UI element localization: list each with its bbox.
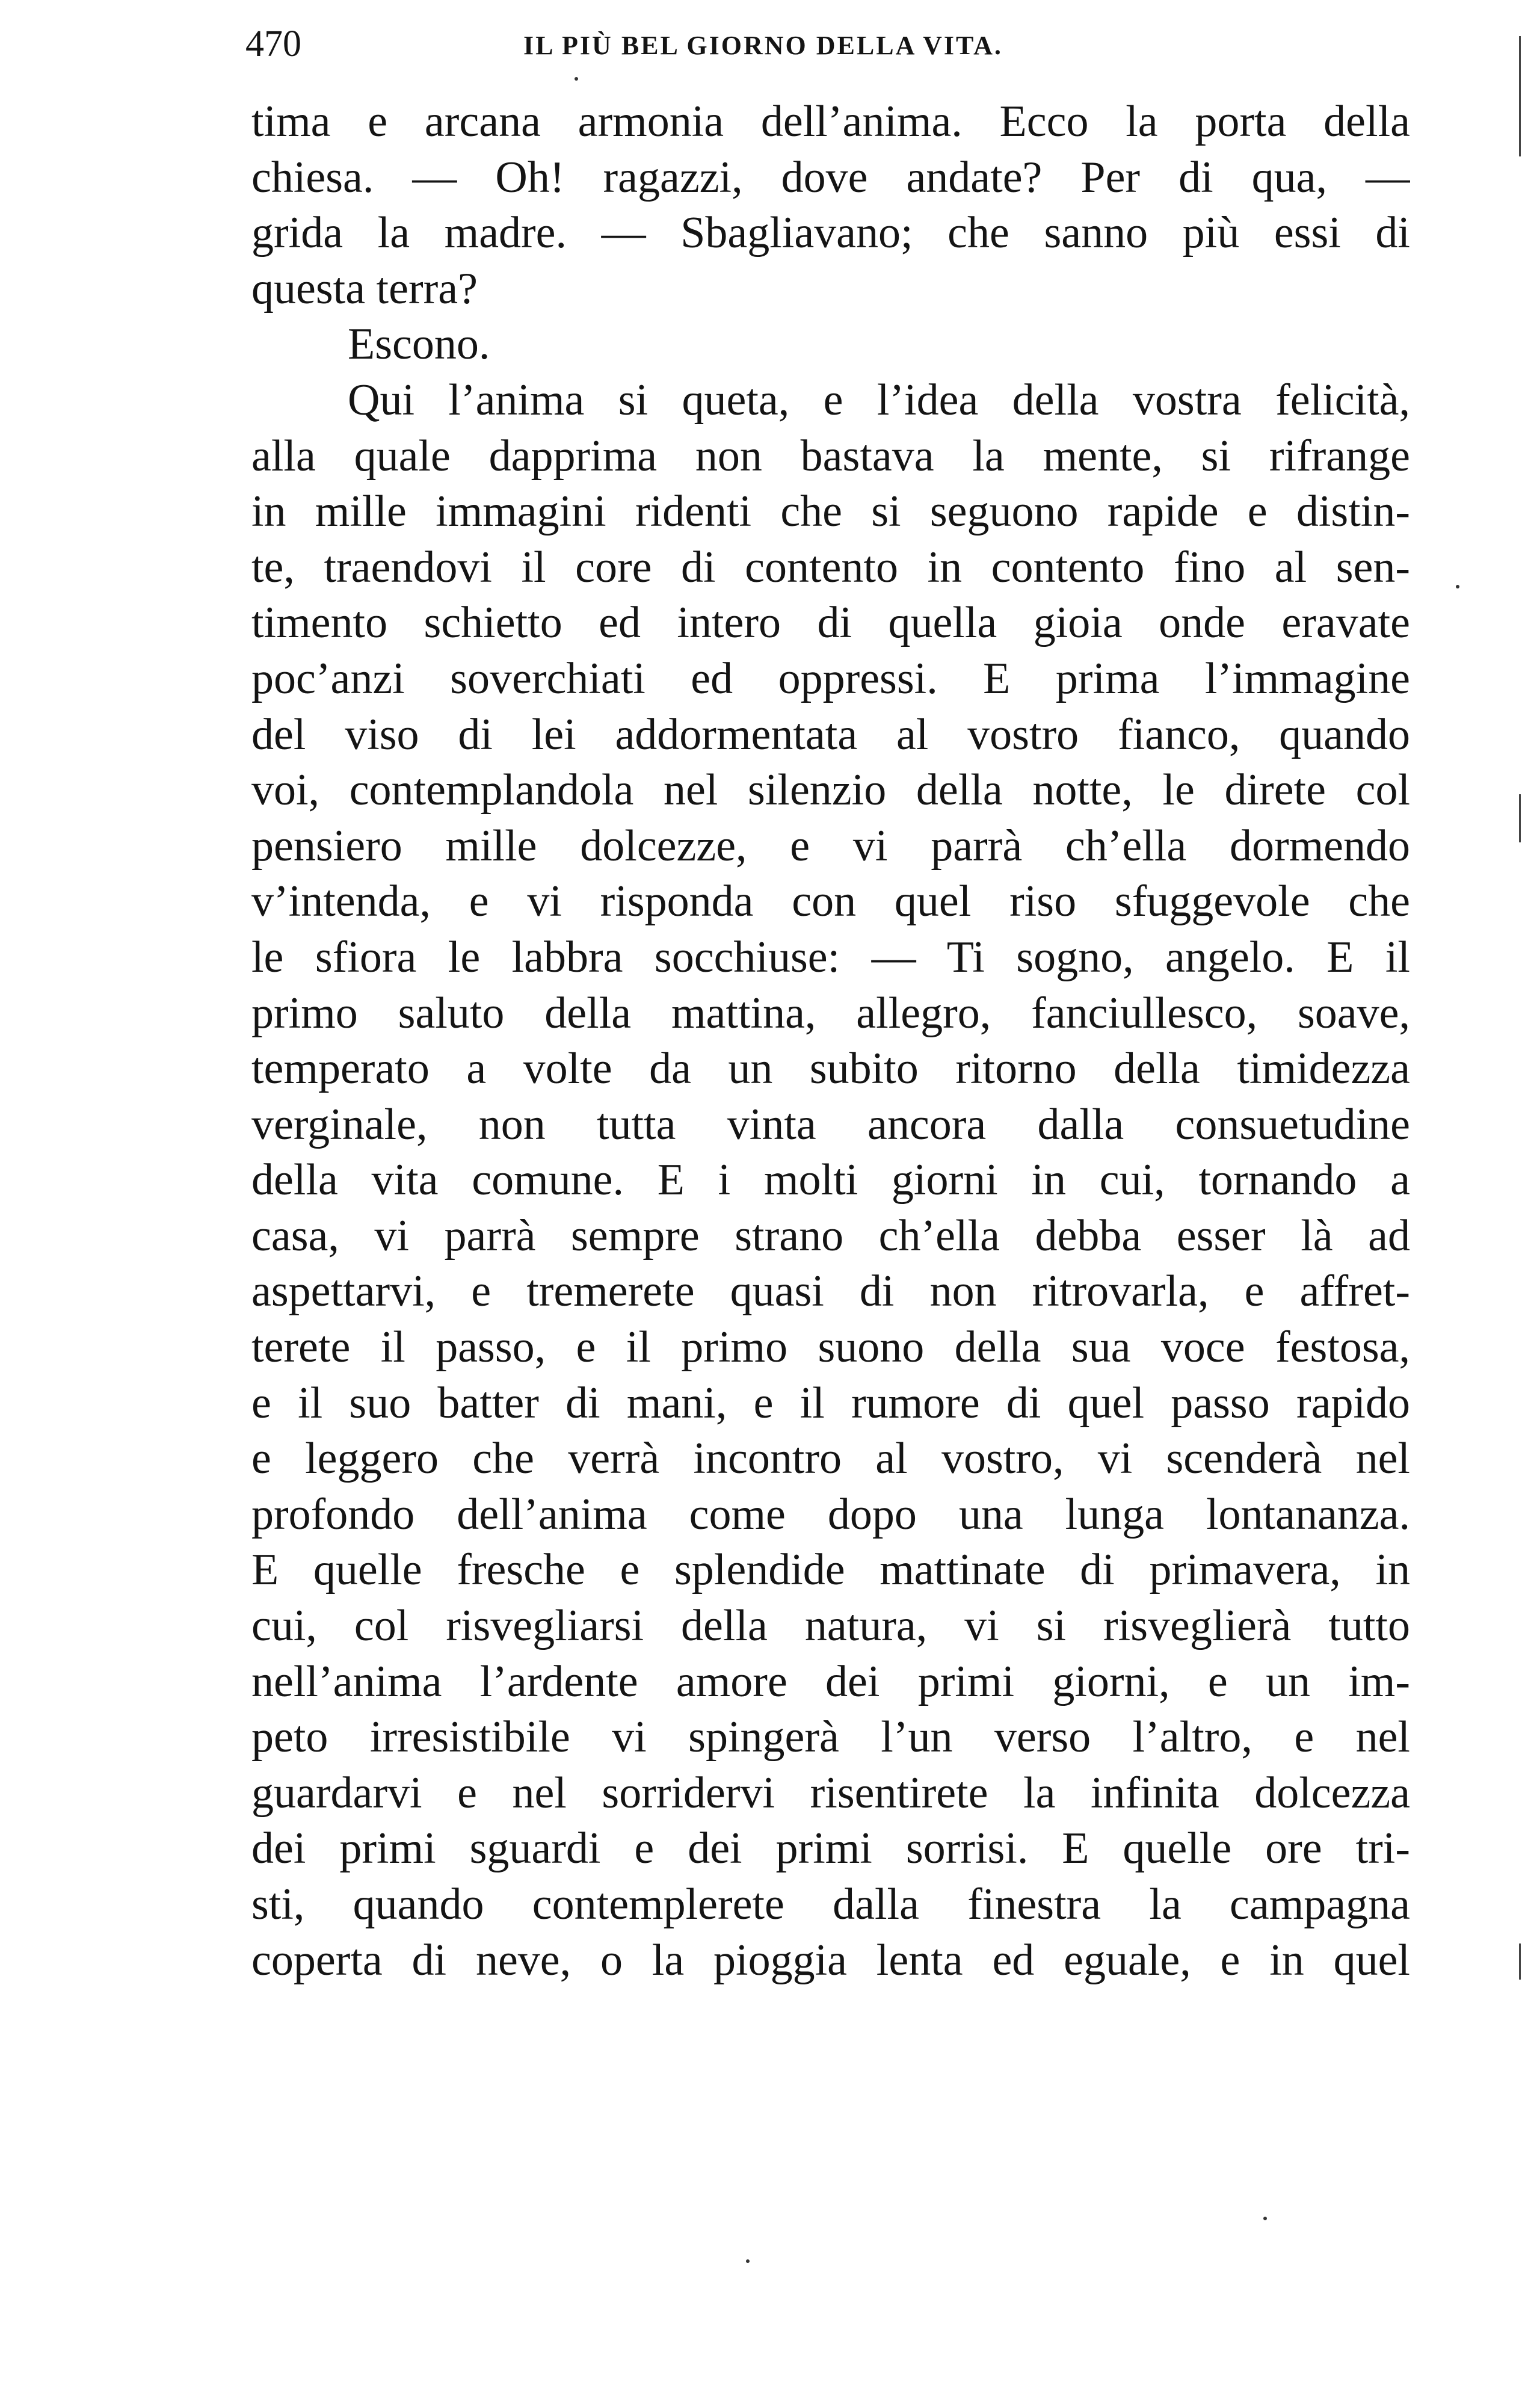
text-line-content: grida la madre. — Sbagliavano; che sanno più essi di [251,208,1410,258]
text-line [251,205,1410,261]
text-line-content: v’intenda, e vi risponda con quel riso sfuggevole che [251,877,1410,927]
text-line-content: le sfiora le labbra socchiuse: — Ti sogno, angelo. E il [251,932,1410,982]
text-line [251,1375,1410,1431]
page-number: 470 [245,23,301,64]
text-line [251,484,1410,540]
text-line [251,1097,1410,1153]
text-line-content: terete il passo, e il primo suono della sua voce festosa, [251,1323,1410,1372]
running-title: IL PIÙ BEL GIORNO DELLA VITA. [523,31,1003,60]
scan-speck [575,77,578,81]
text-line-content: questa terra? [251,264,478,313]
text-line [251,150,1410,206]
text-line-content: tima e arcana armonia dell’anima. Ecco la porta della [251,97,1410,146]
text-line [251,818,1410,874]
text-line [251,1933,1410,1989]
text-line [251,261,1410,317]
text-line-content: Escono. [348,320,490,369]
text-line [251,1542,1410,1598]
text-line [251,94,1410,150]
text-line-content: Qui l’anima si queta, e l’idea della vostra felicità, [348,375,1410,425]
text-line-content: peto irresistibile vi spingerà l’un verso l’altro, e nel [251,1712,1410,1762]
text-line [251,1487,1410,1543]
text-line-content: primo saluto della mattina, allegro, fanciullesco, soave, [251,988,1410,1038]
text-line [251,1821,1410,1877]
text-line [251,316,1410,372]
text-line-content: del viso di lei addormentata al vostro fianco, quando [251,709,1410,759]
text-line-content: coperta di neve, o la pioggia lenta ed eguale, e in quel [251,1935,1410,1985]
text-line-content: guardarvi e nel sorridervi risentirete la infinita dolcezza [251,1768,1410,1818]
scan-edge-mark [1519,1943,1521,1980]
text-line [251,1877,1410,1933]
text-line [251,1431,1410,1487]
text-line-content: chiesa. — Oh! ragazzi, dove andate? Per di qua, — [251,152,1410,202]
text-line [251,707,1410,763]
text-line [251,874,1410,930]
text-line-content: te, traendovi il core di contento in contento fino al sen- [251,542,1410,592]
text-line [251,1598,1410,1654]
body-text [251,94,1410,1988]
text-line [251,540,1410,596]
text-line-content: in mille immagini ridenti che si seguono rapide e distin- [251,487,1410,537]
text-line-content: E quelle fresche e splendide mattinate di primavera, in [251,1545,1410,1595]
text-line-content: e leggero che verrà incontro al vostro, vi scenderà nel [251,1434,1410,1484]
text-line-content: sti, quando contemplerete dalla finestra la campagna [251,1880,1410,1929]
text-line-content: voi, contemplandola nel silenzio della notte, le direte col [251,765,1410,815]
text-line-content: casa, vi parrà sempre strano ch’ella debba esser là ad [251,1211,1410,1261]
scan-speck [1263,2217,1267,2220]
text-line-content: cui, col risvegliarsi della natura, vi si risveglierà tutto [251,1601,1410,1651]
text-line-content: aspettarvi, e tremerete quasi di non ritrovarla, e affret- [251,1267,1410,1317]
scan-speck [1456,585,1459,588]
text-line [251,372,1410,428]
text-line [251,595,1410,651]
text-line [251,1264,1410,1320]
text-line [251,1654,1410,1710]
text-line [251,428,1410,484]
text-line-content: dei primi sguardi e dei primi sorrisi. E quelle ore tri- [251,1824,1410,1874]
text-line [251,1320,1410,1375]
scan-speck [746,2259,750,2263]
text-line [251,1208,1410,1264]
text-line-content: timento schietto ed intero di quella gioia onde eravate [251,598,1410,648]
text-line-content: verginale, non tutta vinta ancora dalla consuetudine [251,1099,1410,1149]
text-line [251,930,1410,986]
text-line [251,1041,1410,1097]
text-line-content: della vita comune. E i molti giorni in cui, tornando a [251,1155,1410,1205]
text-line-content: alla quale dapprima non bastava la mente, si rifrange [251,431,1410,481]
text-line-content: profondo dell’anima come dopo una lunga lontananza. [251,1489,1410,1539]
text-line [251,1152,1410,1208]
text-line-content: poc’anzi soverchiati ed oppressi. E prima l’immagine [251,653,1410,703]
text-line [251,1709,1410,1765]
text-line [251,986,1410,1042]
scan-edge-mark [1519,36,1521,156]
text-line [251,1765,1410,1821]
scan-edge-mark [1519,794,1521,842]
text-line-content: temperato a volte da un subito ritorno della timidezza [251,1044,1410,1094]
text-line [251,762,1410,818]
text-line-content: e il suo batter di mani, e il rumore di quel passo rapido [251,1378,1410,1428]
text-line-content: nell’anima l’ardente amore dei primi giorni, e un im- [251,1656,1410,1706]
text-line [251,651,1410,707]
text-line-content: pensiero mille dolcezze, e vi parrà ch’ella dormendo [251,821,1410,871]
